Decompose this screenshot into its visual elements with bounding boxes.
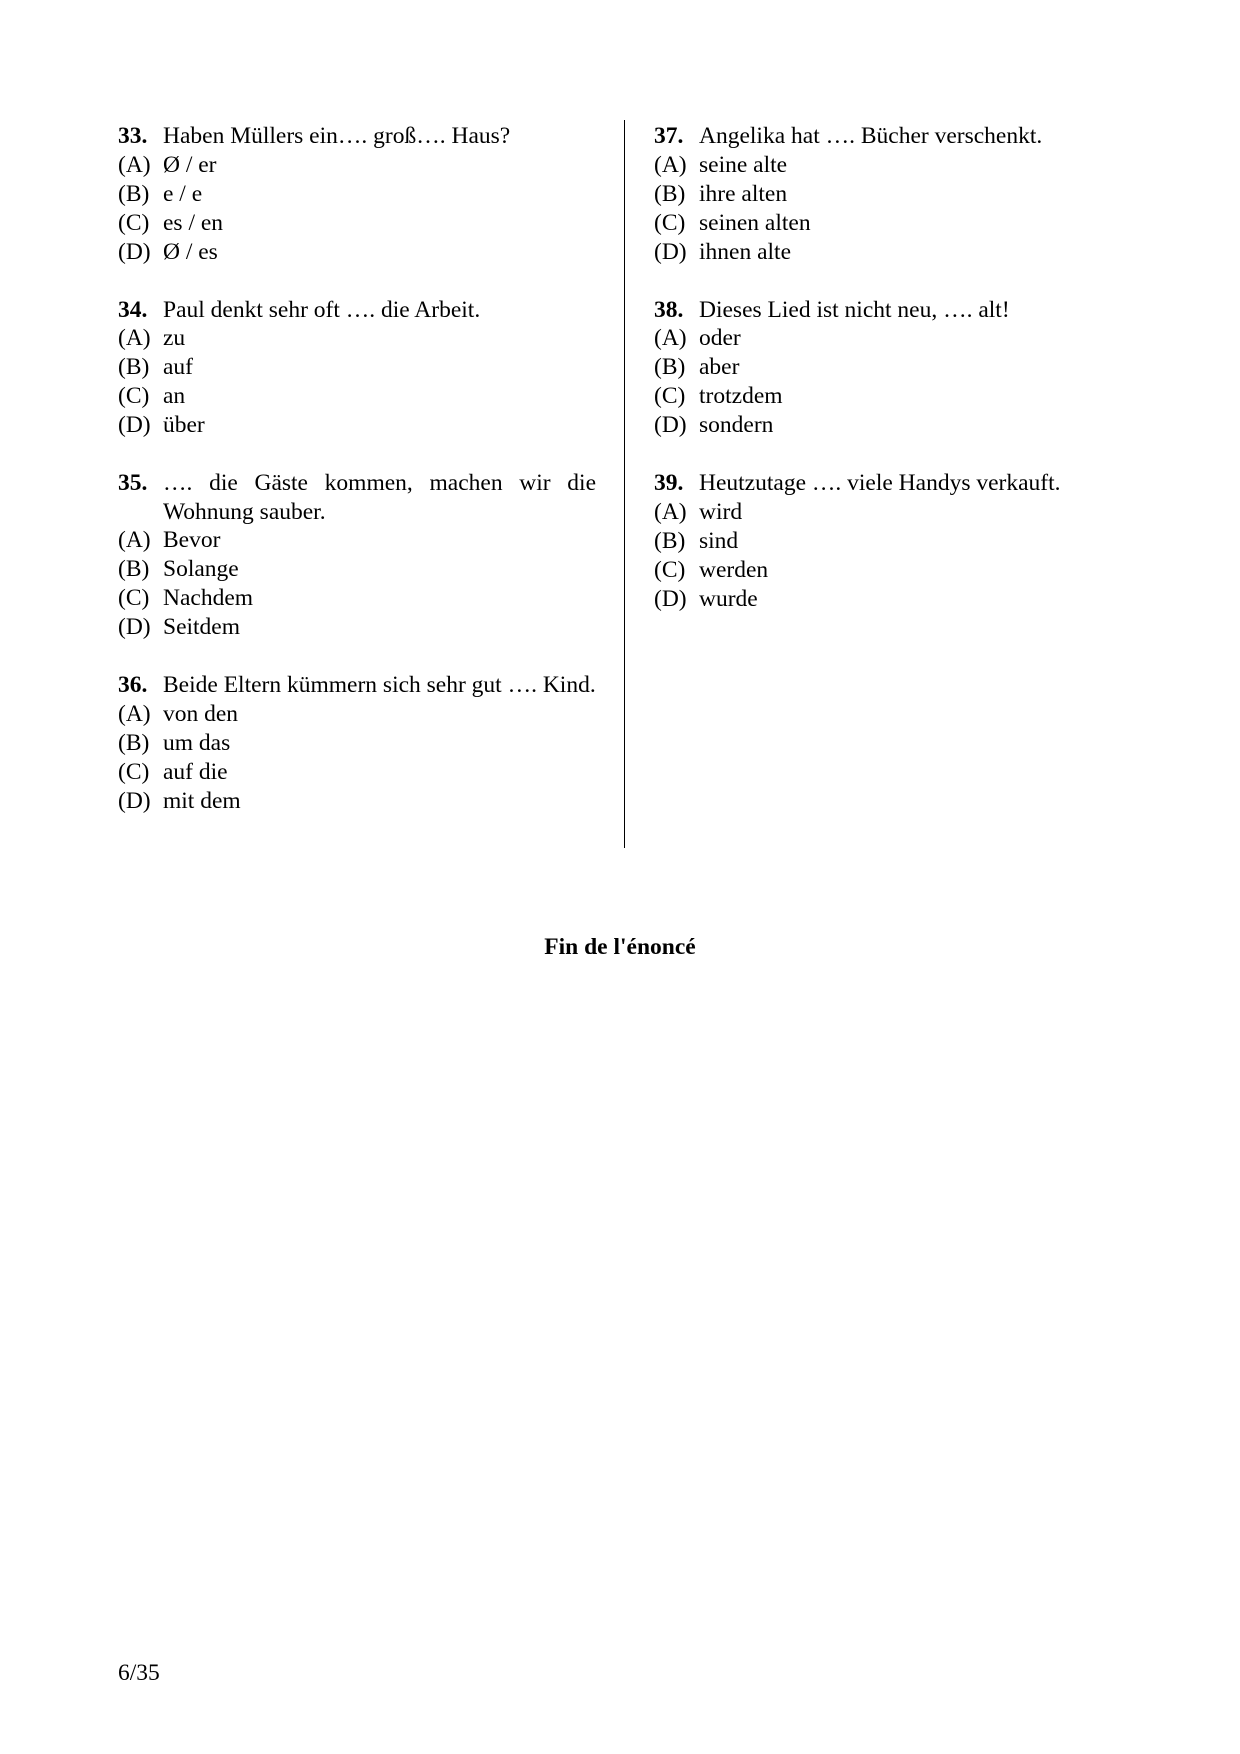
question-number: 33. [118, 123, 148, 149]
option-letter: (C) [118, 209, 150, 236]
column-divider [624, 120, 625, 848]
option-c [118, 209, 596, 238]
question-number: 37. [654, 123, 684, 149]
option-letter: (C) [118, 585, 150, 611]
option-letter: (A) [654, 151, 687, 178]
option-b [654, 180, 1124, 209]
option-b [118, 180, 596, 209]
option-letter: (C) [654, 383, 686, 409]
option-letter: (D) [118, 787, 151, 814]
question-number: 36. [118, 672, 148, 698]
option-letter: (D) [118, 238, 151, 265]
option-a [118, 526, 596, 555]
option-text: wurde [699, 585, 758, 612]
page-number: 6/35 [118, 1660, 160, 1686]
question-text: Beide Eltern kümmern sich sehr gut …. Kind. [163, 672, 596, 698]
option-text: Nachdem [163, 585, 254, 611]
option-letter: (B) [118, 180, 150, 207]
question-39 [654, 469, 1124, 614]
end-of-statement-title: Fin de l'énoncé [544, 934, 696, 960]
option-d [118, 613, 596, 642]
option-text: trotzdem [699, 383, 783, 409]
option-letter: (A) [118, 151, 151, 178]
question-number: 34. [118, 296, 148, 323]
right-column [654, 122, 1124, 643]
option-b [118, 353, 596, 382]
question-number: 38. [654, 296, 684, 323]
question-37 [654, 122, 1124, 267]
option-a [654, 324, 1124, 353]
option-text: von den [163, 700, 239, 727]
option-letter: (B) [654, 354, 686, 380]
option-letter: (B) [654, 180, 686, 207]
option-letter: (D) [118, 412, 151, 438]
question-number: 39. [654, 470, 684, 496]
question-text: Heutzutage …. viele Handys verkauft. [699, 470, 1061, 496]
option-letter: (C) [118, 383, 150, 409]
option-letter: (B) [654, 527, 686, 554]
option-letter: (B) [118, 354, 150, 380]
option-text: e / e [163, 180, 203, 207]
option-letter: (D) [654, 412, 687, 438]
option-text: wird [699, 498, 743, 525]
option-text: um das [163, 729, 231, 756]
option-a [118, 700, 596, 729]
option-d [654, 411, 1124, 440]
option-text: seinen alten [699, 209, 811, 236]
option-letter: (A) [654, 498, 687, 525]
option-a [654, 498, 1124, 527]
option-text: auf [163, 354, 194, 380]
option-text: aber [699, 354, 740, 380]
question-text: Haben Müllers ein…. groß…. Haus? [163, 123, 511, 149]
option-c [654, 209, 1124, 238]
question-33 [118, 122, 596, 267]
option-c [654, 556, 1124, 585]
option-text: Ø / er [163, 151, 217, 178]
option-text: oder [699, 325, 741, 351]
option-a [118, 324, 596, 353]
option-a [654, 151, 1124, 180]
option-letter: (D) [654, 238, 687, 265]
option-d [118, 411, 596, 440]
option-c [118, 584, 596, 613]
option-c [118, 758, 596, 787]
option-text: sind [699, 527, 739, 554]
option-letter: (A) [118, 325, 151, 351]
option-text: über [163, 412, 205, 438]
option-c [654, 382, 1124, 411]
question-number: 35. [118, 470, 148, 496]
option-letter: (B) [118, 729, 150, 756]
option-d [654, 585, 1124, 614]
option-letter: (D) [654, 585, 687, 612]
question-36 [118, 671, 596, 816]
option-text: seine alte [699, 151, 788, 178]
option-letter: (C) [654, 556, 686, 583]
option-letter: (B) [118, 556, 150, 582]
option-b [118, 729, 596, 758]
option-text: an [163, 383, 186, 409]
question-38 [654, 296, 1124, 441]
option-text: ihnen alte [699, 238, 792, 265]
option-b [654, 353, 1124, 382]
option-text: auf die [163, 758, 228, 785]
option-text: mit dem [163, 787, 241, 814]
option-letter: (D) [118, 614, 151, 640]
option-text: Seitdem [163, 614, 241, 640]
option-d [654, 238, 1124, 267]
option-text: Ø / es [163, 238, 218, 265]
option-letter: (C) [118, 758, 150, 785]
option-text: zu [163, 325, 186, 351]
left-column [118, 122, 596, 845]
question-text: Dieses Lied ist nicht neu, …. alt! [699, 296, 1010, 323]
option-b [118, 555, 596, 584]
question-text: Paul denkt sehr oft …. die Arbeit. [163, 296, 481, 323]
option-c [118, 382, 596, 411]
option-letter: (A) [118, 700, 151, 727]
option-a [118, 151, 596, 180]
option-b [654, 527, 1124, 556]
option-text: Bevor [163, 527, 221, 553]
option-letter: (A) [118, 527, 151, 553]
option-text: es / en [163, 209, 224, 236]
option-text: werden [699, 556, 769, 583]
question-text: Angelika hat …. Bücher verschenkt. [699, 123, 1043, 149]
question-text: …. die Gäste kommen, machen wir die Wohnung sauber. [163, 470, 596, 525]
question-35 [118, 469, 596, 642]
option-text: ihre alten [699, 180, 788, 207]
option-letter: (C) [654, 209, 686, 236]
option-text: sondern [699, 412, 774, 438]
question-34 [118, 296, 596, 441]
option-text: Solange [163, 556, 239, 582]
option-d [118, 238, 596, 267]
option-letter: (A) [654, 325, 687, 351]
option-d [118, 787, 596, 816]
